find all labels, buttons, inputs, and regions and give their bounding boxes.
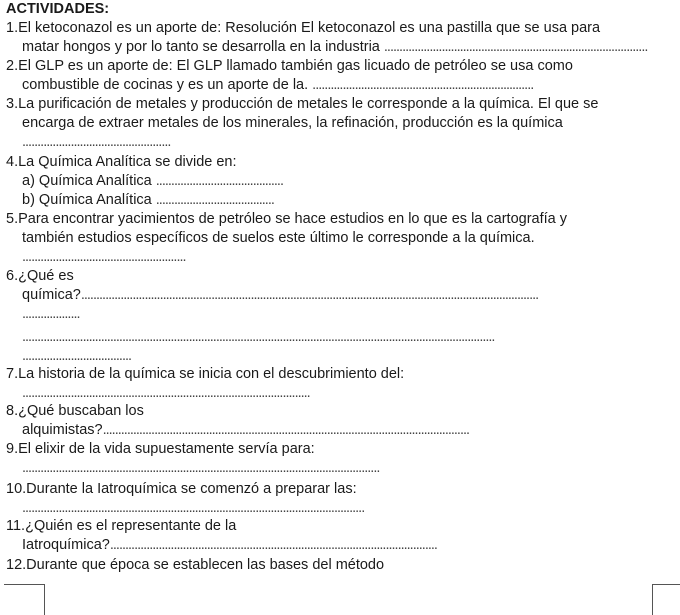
question-9-text: 9.El elixir de la vida supuestamente servía para:: [6, 441, 315, 457]
answer-box-corner-left: [4, 584, 45, 615]
question-11-text: 11.¿Quién es el representante de la: [6, 518, 237, 534]
question-3-text-cont: encarga de extraer metales de los minerales, la refinación, producción es la química: [22, 115, 563, 131]
answer-blank-11[interactable]: ............................................................................................................: [109, 537, 437, 553]
answer-blank-6d[interactable]: ....................................: [22, 348, 132, 364]
answer-blank-7[interactable]: ...............................................................................................: [22, 385, 310, 401]
answer-blank-8[interactable]: .........................................................................................................................: [102, 422, 470, 438]
answer-blank-10[interactable]: .................................................................................................................: [22, 500, 365, 516]
answer-blank-6c[interactable]: ............................................................................................................................................................: [22, 329, 495, 345]
question-4a: [22, 172, 283, 191]
answer-blank-6b[interactable]: ...................: [22, 306, 80, 322]
page-title: ACTIVIDADES:: [6, 1, 110, 17]
question-4b: [22, 191, 274, 210]
question-3-text: 3.La purificación de metales y producción de metales le corresponde a la química. El que se: [6, 96, 599, 112]
answer-blank-1[interactable]: .......................................................................................: [383, 39, 648, 55]
question-1-text-cont: matar hongos y por lo tanto se desarrolla en la industria: [22, 39, 384, 55]
question-8-continuation: [22, 421, 469, 440]
question-1-continuation: [22, 38, 647, 57]
question-10-text: 10.Durante la Iatroquímica se comenzó a preparar las:: [6, 481, 357, 497]
answer-blank-5[interactable]: ......................................................: [22, 249, 186, 265]
question-6-continuation: [22, 286, 538, 305]
question-1-text: 1.El ketoconazol es un aporte de: Resolución El ketoconazol es una pastilla que se usa para: [6, 20, 601, 36]
question-7-text: 7.La historia de la química se inicia con el descubrimiento del:: [6, 366, 405, 382]
answer-blank-3[interactable]: .................................................: [22, 134, 171, 150]
question-8-text: 8.¿Qué buscaban los: [6, 403, 144, 419]
question-11-continuation: [22, 536, 437, 555]
question-4-text: 4.La Química Analítica se divide en:: [6, 154, 237, 170]
answer-box-corner-right: [652, 584, 680, 615]
question-11-text-cont: Iatroquímica?: [22, 537, 110, 553]
question-4b-label: b) Química Analítica: [22, 192, 156, 208]
question-5-text-cont: también estudios específicos de suelos este último le corresponde a la química.: [22, 230, 535, 246]
answer-blank-2[interactable]: .........................................................................: [312, 77, 534, 93]
answer-blank-6a[interactable]: .......................................................................................................................................................: [80, 287, 539, 303]
question-6-text: 6.¿Qué es: [6, 268, 74, 284]
answer-blank-4a[interactable]: ..........................................: [155, 173, 283, 189]
question-2-text-cont: combustible de cocinas y es un aporte de la.: [22, 77, 313, 93]
question-2-text: 2.El GLP es un aporte de: El GLP llamado también gas licuado de petróleo se usa como: [6, 58, 573, 74]
question-12-text: 12.Durante que época se establecen las bases del método: [6, 557, 385, 573]
question-8-text-cont: alquimistas?: [22, 422, 103, 438]
question-5-text: 5.Para encontrar yacimientos de petróleo se hace estudios en lo que es la cartografía y: [6, 211, 567, 227]
answer-blank-4b[interactable]: .......................................: [155, 192, 274, 208]
answer-blank-9[interactable]: ......................................................................................................................: [22, 460, 380, 476]
question-2-continuation: [22, 76, 533, 95]
question-4a-label: a) Química Analítica: [22, 173, 156, 189]
question-6-text-cont: química?: [22, 287, 81, 303]
